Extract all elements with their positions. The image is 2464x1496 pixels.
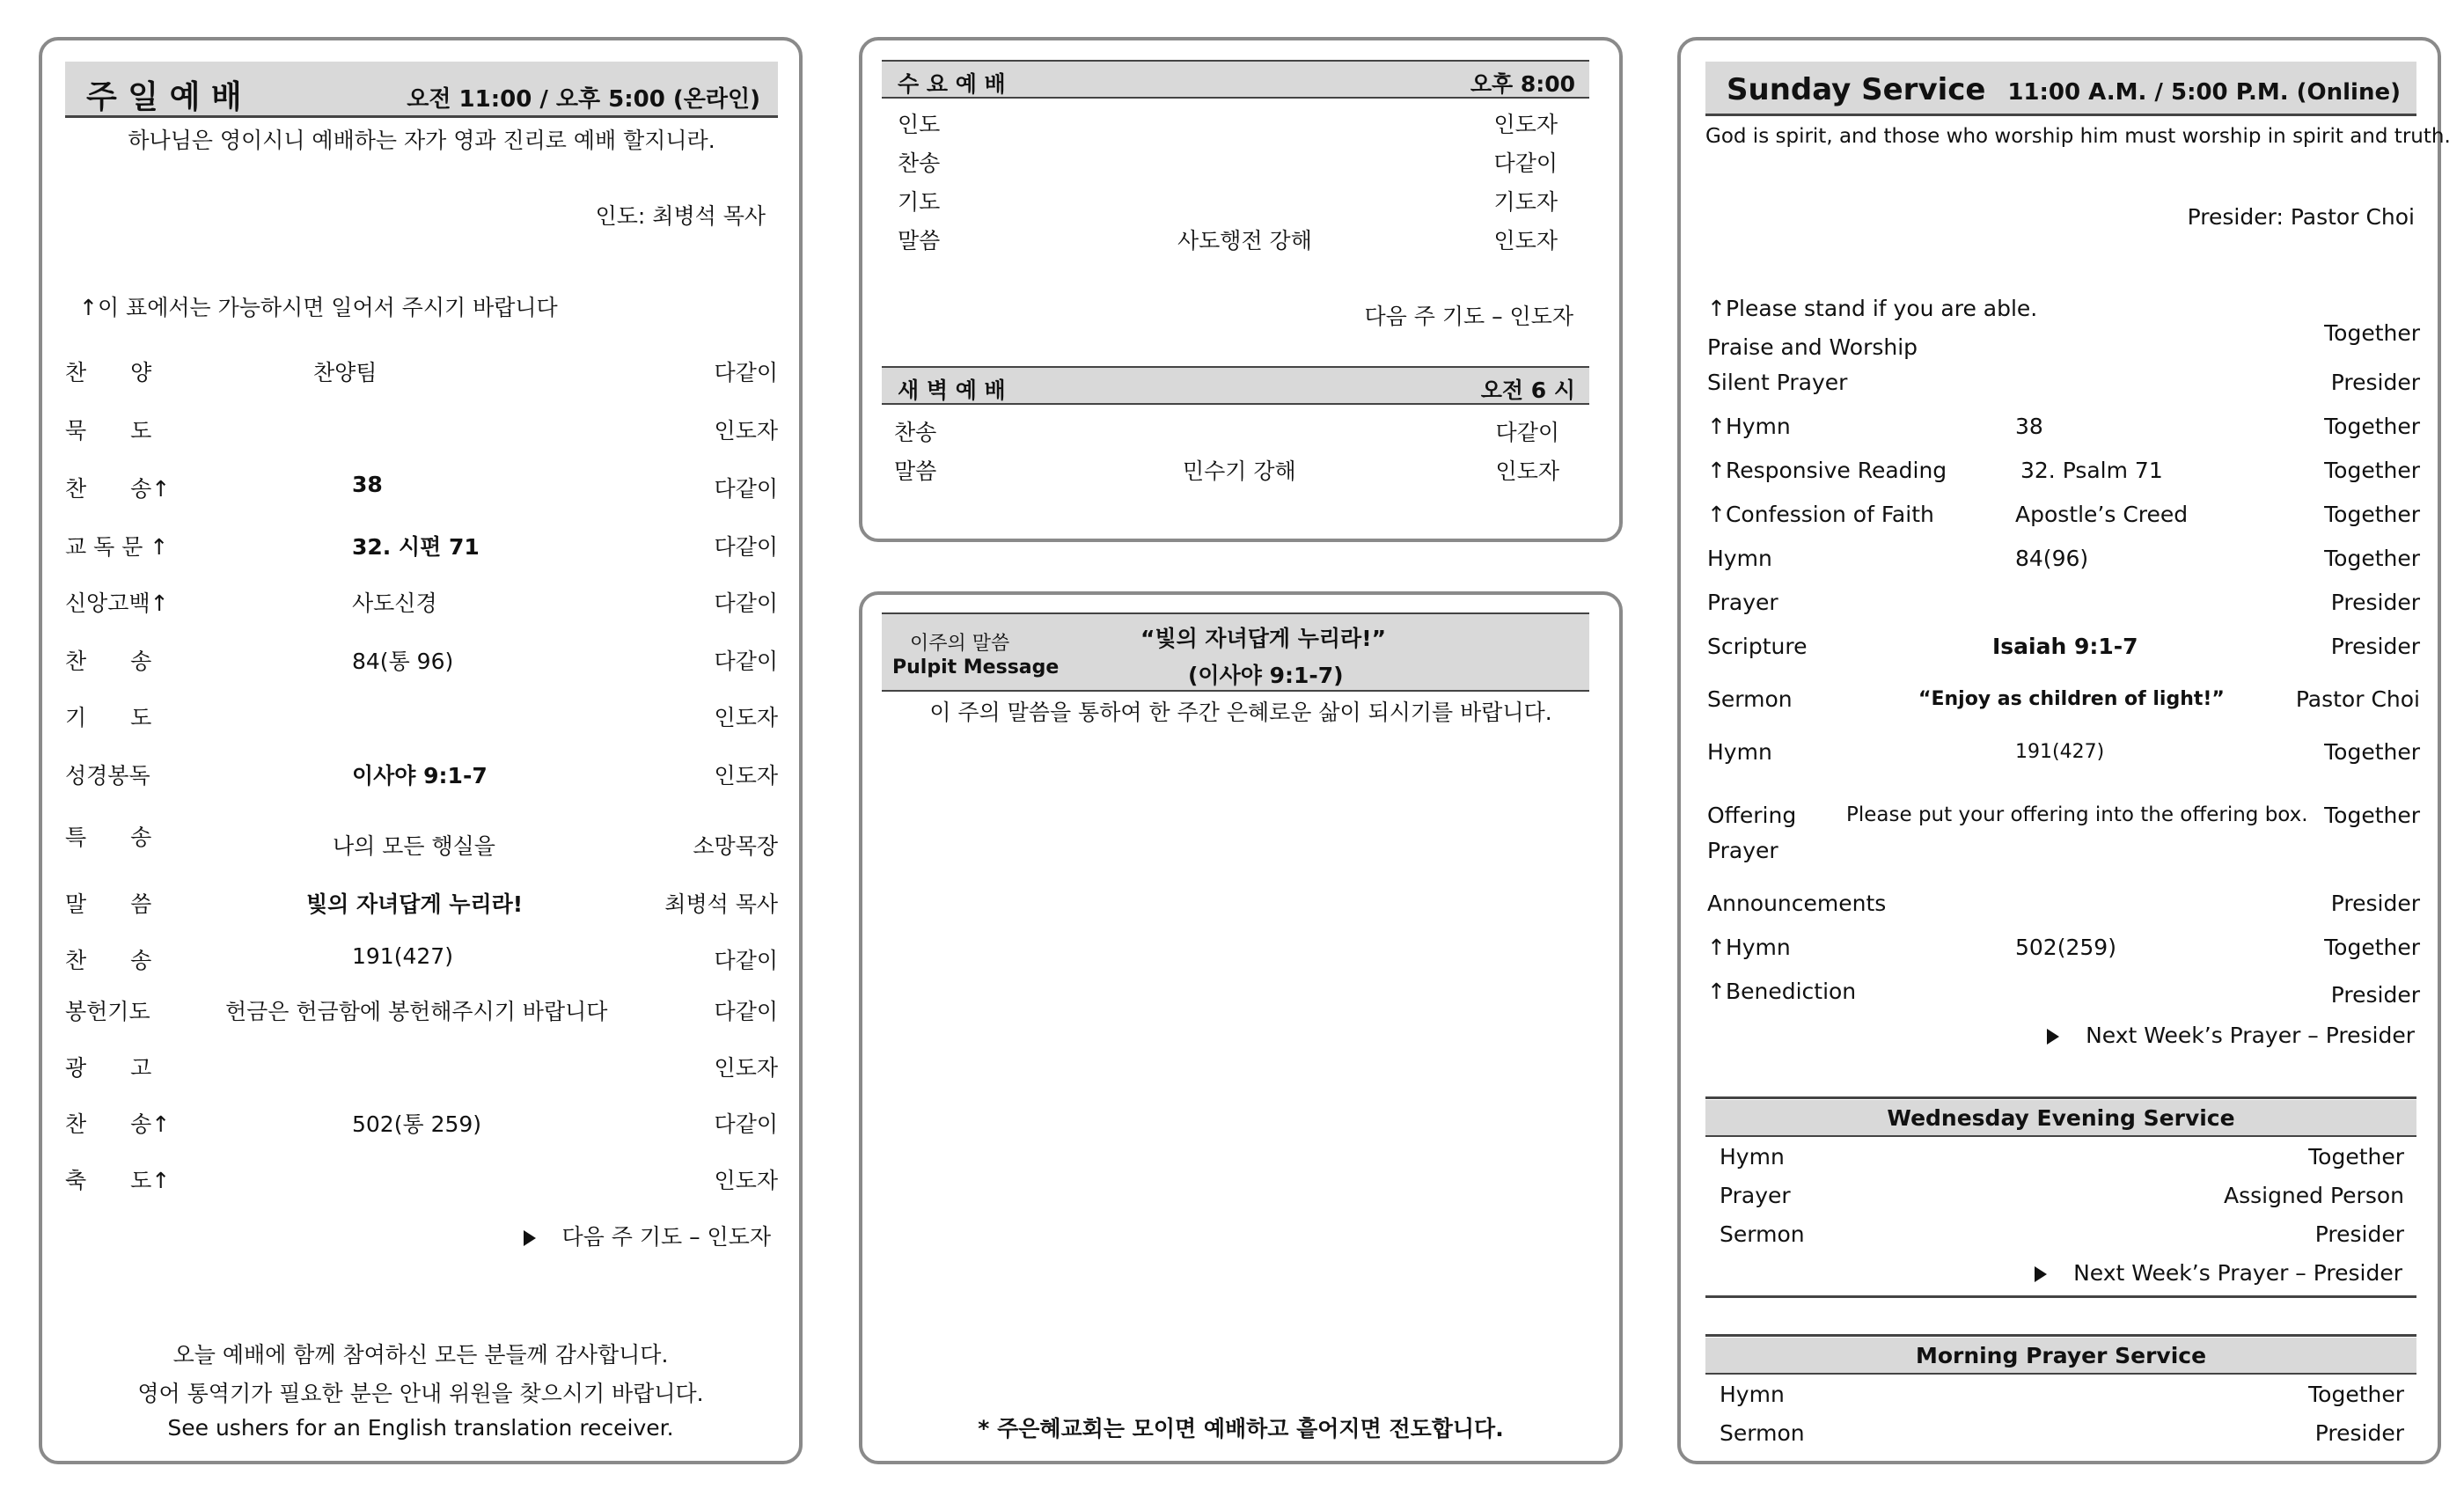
korean-dawn-title: 새 벽 예 배 xyxy=(898,378,1006,403)
korean-sunday-english-note: See ushers for an English translation receiver. xyxy=(167,1415,674,1441)
english-sunday-next-prayer: Next Week’s Prayer – Presider xyxy=(2047,1023,2415,1048)
korean-sunday-presider: 인도: 최병석 목사 xyxy=(595,203,766,229)
play-icon xyxy=(2047,1029,2059,1045)
korean-wednesday-time: 오후 8:00 xyxy=(1470,71,1575,97)
english-sunday-stand-note: ↑Please stand if you are able. xyxy=(1707,296,2038,321)
korean-sunday-verse: 하나님은 영이시니 예배하는 자가 영과 진리로 예배 할지니라. xyxy=(128,128,715,153)
korean-dawn-header xyxy=(882,366,1589,405)
church-motto: * 주은혜교회는 모이면 예배하고 흩어지면 전도합니다. xyxy=(978,1416,1504,1441)
english-sunday-time: 11:00 A.M. / 5:00 P.M. (Online) xyxy=(2007,79,2401,106)
divider xyxy=(1705,1295,2416,1298)
divider xyxy=(1705,1096,2416,1099)
english-morning-title: Morning Prayer Service xyxy=(1915,1343,2207,1368)
english-sunday-verse: God is spirit, and those who worship him must worship in spirit and truth. xyxy=(1705,125,2451,148)
play-icon xyxy=(524,1230,536,1246)
english-wednesday-next-prayer: Next Week’s Prayer – Presider xyxy=(2035,1260,2402,1286)
english-sunday-title: Sunday Service xyxy=(1727,72,1986,107)
pulpit-label-ko: 이주의 말씀 xyxy=(910,633,1010,655)
korean-sunday-time: 오전 11:00 / 오후 5:00 (온라인) xyxy=(407,86,760,113)
korean-sunday-header xyxy=(65,62,778,118)
korean-sunday-next-prayer: 다음 주 기도 – 인도자 xyxy=(524,1220,772,1251)
pulpit-header xyxy=(882,612,1589,692)
korean-sunday-thanks: 오늘 예배에 함께 참여하신 모든 분들께 감사합니다. xyxy=(172,1342,669,1368)
pulpit-title: “빛의 자녀답게 누리라!” xyxy=(1140,626,1387,651)
pulpit-message-panel xyxy=(859,591,1623,1464)
korean-sunday-panel: 주 일 예 배 오전 11:00 / 오후 5:00 (온라인) 하나님은 영이시니 예배하는 자가 영과 진리로 예배 할지니라. 인도: 최병석 목사 ↑이 표에서는 가능하시면 일어서 주시기 바랍니다 찬 양 찬양팀 다같이 묵 도 인도자 찬 송↑ 38 다같이 교 독 문 ↑ 32. 시편 71 다같이 신앙고백↑ 사도신경 다같이 찬 송 84(통 96) 다같이 기 도 인도자 성경봉독 이사야 9:1-7 인도자 특 송 나의 모든 행실을 소망목장 말 씀 빛의 자녀답게 누리라! 최병석 목사 찬 송 191(427) 다같이 봉헌기도 헌금은 헌금함에 봉헌해주시기 바랍니다 다같이 광 고 인도자 찬 송↑ 502(통 259) 다같이 축 도↑ 인도자 다음 주 기도 – 인도자 오늘 예배에 함께 참여하신 모든 분들께 감사합니다. 영어 통역기가 필요한 분은 안내 위원을 찾으시기 바랍니다. See ushers for an English translation receiver. xyxy=(39,37,803,1464)
korean-weekday-panel: 수 요 예 배 오후 8:00 인도 인도자 찬송 다같이 기도 기도자 말씀 사도행전 강해 인도자 다음 주 기도 – 인도자 새 벽 예 배 오전 6 시 찬송 다같이 말씀 민수기 강해 인도자 xyxy=(859,37,1623,542)
korean-dawn-time: 오전 6 시 xyxy=(1480,378,1575,403)
english-wednesday-title: Wednesday Evening Service xyxy=(1887,1105,2235,1131)
english-sunday-header xyxy=(1705,62,2416,116)
pulpit-ref: (이사야 9:1-7) xyxy=(1188,663,1344,688)
pulpit-label-en: Pulpit Message xyxy=(892,656,1060,678)
divider xyxy=(1705,1334,2416,1337)
play-icon xyxy=(2035,1266,2047,1282)
korean-wednesday-next-prayer: 다음 주 기도 – 인도자 xyxy=(1364,304,1573,329)
korean-wednesday-header xyxy=(882,60,1589,99)
english-morning-header xyxy=(1705,1338,2416,1375)
korean-sunday-interp-note: 영어 통역기가 필요한 분은 안내 위원을 찾으시기 바랍니다. xyxy=(137,1381,704,1406)
pulpit-note: 이 주의 말씀을 통하여 한 주간 은혜로운 삶이 되시기를 바랍니다. xyxy=(929,700,1552,725)
english-service-panel: Sunday Service 11:00 A.M. / 5:00 P.M. (Online) God is spirit, and those who worship him must worship in spirit and truth. Presider: Pastor Choi ↑Please stand if you are able. Praise and Worship Together Silent Prayer Presider ↑Hymn 38 Together ↑Responsive Reading 32. Psalm 71 Together ↑Confession of Faith Apostle’s Creed Together Hymn 84(96) Together Prayer Presider Scripture Isaiah 9:1-7 Presider Sermon “Enjoy as children of light!” Pastor Choi Hymn 191(427) Together Offering Please put your offering into the offering box. Together Prayer Announcements Presider ↑Hymn 502(259) Together ↑Benediction Presider Next Week’s Prayer – Presider Wednesday Evening Service Hymn Together Prayer Assigned Person Sermon Presider Next Week’s Prayer – Presider Morning Prayer Service Hymn Together Sermon Presider xyxy=(1677,37,2441,1464)
korean-wednesday-title: 수 요 예 배 xyxy=(898,71,1006,97)
english-sunday-presider: Presider: Pastor Choi xyxy=(2187,204,2415,230)
korean-sunday-title: 주 일 예 배 xyxy=(86,79,242,115)
korean-sunday-stand-note: ↑이 표에서는 가능하시면 일어서 주시기 바랍니다 xyxy=(79,295,558,320)
english-wednesday-header xyxy=(1705,1100,2416,1137)
